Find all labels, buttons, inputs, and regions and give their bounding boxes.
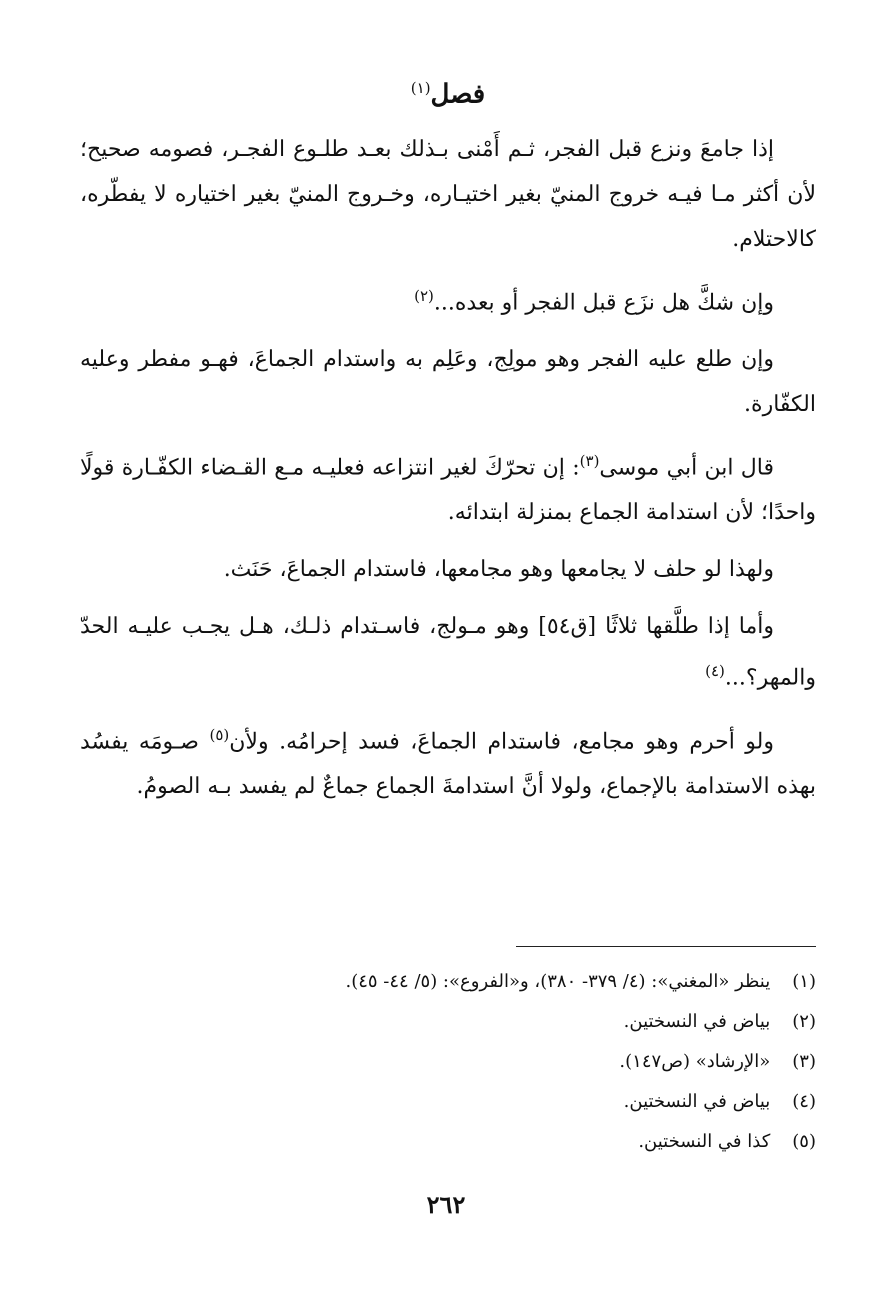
paragraph-text: وإن طلع عليه الفجر وهو مولِج، وعَلِم به واستدام الجماعَ، فهـو مفطر وعليه الكفّارة. bbox=[80, 346, 816, 417]
paragraph-text: إذا جامعَ ونزع قبل الفجر، ثـم أَمْنى بـذلك بعـد طلـوع الفجـر، فصومه صحيح؛ لأن أكثر مـا فيـه خروج المنيّ بغير اختيـاره، وخـروج المنيّ بغير اختياره لا يفطّره، كالاحتلام. bbox=[80, 136, 816, 252]
footnote-text: كذا في النسختين. bbox=[638, 1131, 771, 1152]
footnote-text: بياض في النسختين. bbox=[623, 1091, 771, 1112]
footnote-number: (٤) bbox=[792, 1091, 816, 1112]
paragraph-text-continued: صـومَه يفسُد بهذه الاستدامة بالإجماع، ولولا أنَّ استدامةَ الجماع جماعٌ لم يفسد بـه الصومُ. bbox=[80, 728, 816, 799]
footnote-ref: (٤) bbox=[705, 662, 725, 681]
footnote-2 bbox=[80, 1002, 816, 1042]
section-heading bbox=[80, 68, 816, 115]
heading-text: فصل bbox=[430, 79, 486, 110]
footnote-number: (١) bbox=[792, 971, 816, 992]
paragraph-text: ولهذا لو حلف لا يجامعها وهو مجامعها، فاستدام الجماعَ، حَنَث. bbox=[223, 557, 774, 583]
paragraph-4 bbox=[80, 439, 816, 535]
heading-footnote-ref: (١) bbox=[410, 79, 431, 97]
footnote-ref: (٢) bbox=[414, 286, 434, 305]
paragraph-text: وأما إذا طلَّقها ثلاثًا [ق٥٤] وهو مـولج، فاسـتدام ذلـك، هـل يجـب عليـه الحدّ والمهر؟... bbox=[80, 614, 816, 691]
paragraph-7 bbox=[80, 713, 816, 809]
footnote-number: (٣) bbox=[792, 1051, 816, 1072]
footnote-ref: (٥) bbox=[209, 725, 230, 744]
footnote-number: (٥) bbox=[792, 1131, 816, 1152]
footnote-text: «الإرشاد» (ص١٤٧). bbox=[619, 1051, 771, 1072]
paragraph-text: ولو أحرم وهو مجامع، فاستدام الجماعَ، فسد إحرامُه. ولأن bbox=[229, 728, 775, 754]
footnote-5 bbox=[80, 1122, 816, 1162]
footnote-ref: (٣) bbox=[579, 451, 600, 470]
paragraph-text-continued: : إن تحرّكَ لغير انتزاعه فعليـه مـع القـضاء الكفّـارة قولًا واحدًا؛ لأن استدامة الجماع بمنزلة ابتدائه. bbox=[80, 455, 816, 526]
page-body bbox=[80, 68, 816, 821]
paragraph-1 bbox=[80, 127, 816, 262]
footnotes bbox=[80, 962, 816, 1162]
paragraph-6 bbox=[80, 604, 816, 700]
footnote-divider bbox=[516, 946, 816, 947]
paragraph-text: وإن شكَّ هل نزَع قبل الفجر أو بعده... bbox=[433, 289, 774, 315]
paragraph-3 bbox=[80, 337, 816, 427]
footnote-text: بياض في النسختين. bbox=[623, 1011, 771, 1032]
footnote-1 bbox=[80, 962, 816, 1002]
paragraph-text: قال ابن أبي موسى bbox=[599, 455, 774, 481]
footnote-number: (٢) bbox=[792, 1011, 816, 1032]
paragraph-5 bbox=[80, 547, 816, 592]
footnote-4 bbox=[80, 1082, 816, 1122]
footnote-3 bbox=[80, 1042, 816, 1082]
page-number: ٢٦٢ bbox=[426, 1190, 466, 1219]
footnote-text: ينظر «المغني»: (٤/ ٣٧٩- ٣٨٠)، و«الفروع»: (٥/ ٤٤- ٤٥). bbox=[345, 971, 771, 992]
paragraph-2 bbox=[80, 274, 816, 325]
